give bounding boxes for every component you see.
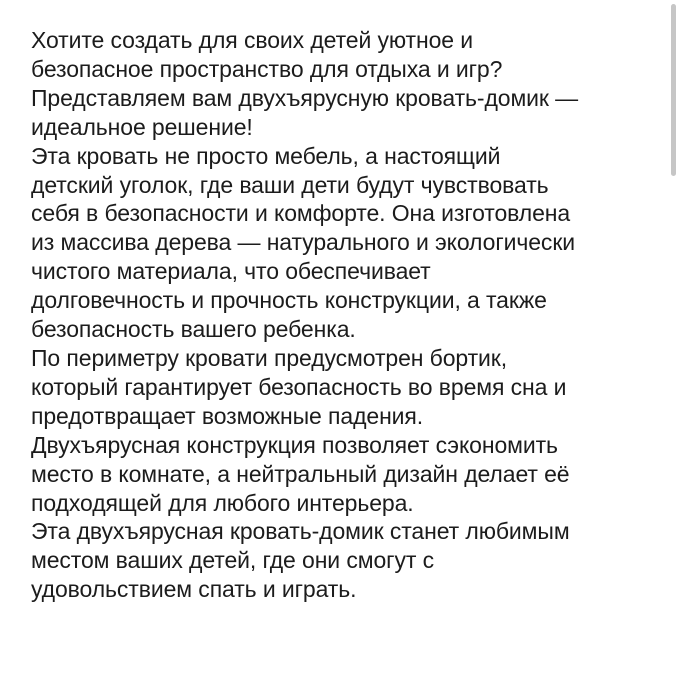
scrollbar-thumb[interactable] bbox=[671, 4, 676, 176]
description-line: безопасное пространство для отдыха и игр? bbox=[31, 55, 503, 82]
description-line: из массива дерева — натурального и экологически bbox=[31, 229, 576, 256]
description-line: местом ваших детей, где они смогут с bbox=[31, 547, 434, 574]
description-line: Хотите создать для своих детей уютное и bbox=[31, 27, 473, 53]
description-line: удовольствием спать и играть. bbox=[31, 576, 357, 603]
description-line: Эта кровать не просто мебель, а настоящий bbox=[31, 142, 501, 169]
description-line: предотвращает возможные падения. bbox=[31, 402, 424, 429]
vertical-scrollbar[interactable] bbox=[669, 0, 681, 700]
product-description bbox=[31, 26, 667, 604]
description-line: безопасность вашего ребенка. bbox=[31, 316, 356, 343]
description-line: детский уголок, где ваши дети будут чувствовать bbox=[31, 171, 549, 198]
description-line: чистого материала, что обеспечивает bbox=[31, 258, 431, 285]
description-line: подходящей для любого интерьера. bbox=[31, 489, 414, 516]
description-line: Двухъярусная конструкция позволяет сэкономить bbox=[31, 431, 558, 458]
description-line: долговечность и прочность конструкции, а также bbox=[31, 287, 547, 314]
description-line: который гарантирует безопасность во время сна и bbox=[31, 373, 567, 400]
description-line: себя в безопасности и комфорте. Она изготовлена bbox=[31, 200, 571, 227]
description-line: Представляем вам двухъярусную кровать-домик — bbox=[31, 84, 579, 111]
description-line: По периметру кровати предусмотрен бортик, bbox=[31, 344, 508, 371]
description-line: идеальное решение! bbox=[31, 113, 253, 140]
description-line: место в комнате, а нейтральный дизайн делает её bbox=[31, 460, 570, 487]
description-line: Эта двухъярусная кровать-домик станет любимым bbox=[31, 518, 570, 545]
